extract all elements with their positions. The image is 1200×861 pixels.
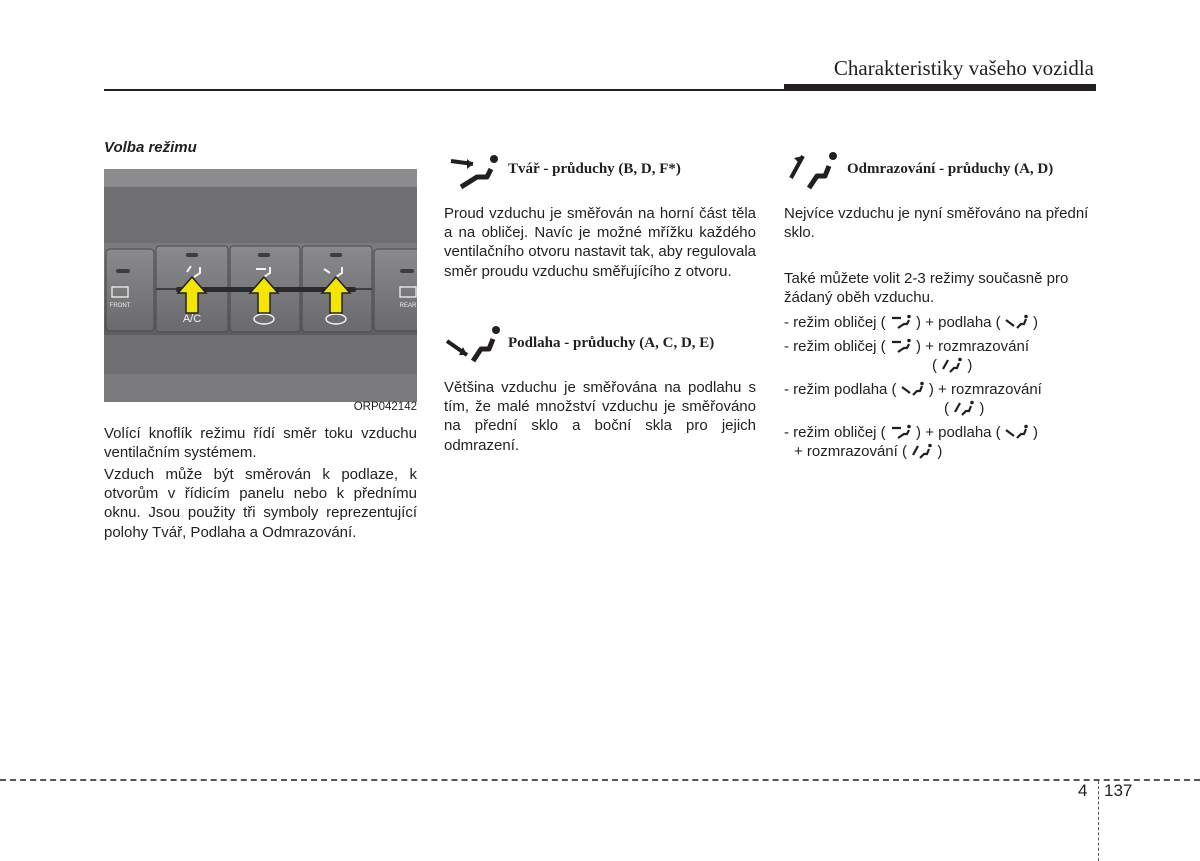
floor-text: Většina vzduchu je směřována na podlahu s tím, že malé množství vzduchu je směřováno na přední sklo a boční skla pro jejich odmrazení. bbox=[444, 379, 756, 454]
face-vent-icon bbox=[447, 153, 499, 191]
paragraph-intro: Volící knoflík režimu řídí směr toku vzduchu ventilačním systémem. bbox=[104, 425, 417, 462]
defrost-icon bbox=[941, 357, 963, 373]
figure-code: ORP042142 bbox=[353, 401, 417, 413]
front-button-label: FRONT bbox=[109, 303, 131, 309]
face-icon bbox=[890, 424, 912, 440]
section-heading: Volba režimu bbox=[104, 139, 197, 156]
combo-face-floor-defrost: - režim obličej ( ) + podlaha ( ) + rozmrazování ( ) bbox=[784, 424, 1039, 460]
paragraph-modes: Vzduch může být směrován k podlaze, k otvorům v řídicím panelu nebo k přednímu oknu. Jsou použity tři symboly reprezentující polohy Tvář, Podlaha a Odmrazování. bbox=[104, 466, 417, 541]
footer-vertical-divider bbox=[1098, 781, 1099, 861]
climate-panel-illustration bbox=[104, 169, 417, 402]
combo-floor-defrost: - režim podlaha ( ) + rozmrazování ( ) bbox=[784, 381, 1042, 417]
combo-intro: Také můžete volit 2-3 režimy současně pro žádaný oběh vzduchu. bbox=[784, 270, 1069, 307]
floor-heading: Podlaha - průduchy (A, C, D, E) bbox=[508, 335, 715, 351]
floor-icon bbox=[901, 381, 925, 397]
defrost-icon bbox=[911, 443, 933, 459]
page-number: 137 bbox=[1104, 781, 1133, 800]
front-defrost-button bbox=[106, 249, 154, 331]
combo-face-floor: - režim obličej ( ) + podlaha ( ) bbox=[784, 314, 1039, 331]
floor-icon bbox=[1005, 314, 1029, 330]
footer-divider bbox=[0, 779, 1200, 781]
defrost-icon bbox=[953, 400, 975, 416]
ac-button-label: A/C bbox=[182, 313, 202, 325]
rear-button-label: REAR bbox=[399, 303, 417, 309]
climate-panel-photo bbox=[104, 169, 417, 402]
rear-defrost-button bbox=[374, 249, 417, 331]
face-heading: Tvář - průduchy (B, D, F*) bbox=[508, 161, 681, 177]
running-header: Charakteristiky vašeho vozidla bbox=[833, 56, 1094, 80]
defrost-vent-icon bbox=[787, 148, 841, 190]
combo-list bbox=[784, 313, 1104, 466]
chapter-number: 4 bbox=[1078, 781, 1088, 800]
defrost-text: Nejvíce vzduchu je nyní směřováno na přední sklo. bbox=[784, 205, 1089, 242]
face-icon bbox=[890, 338, 912, 354]
face-text: Proud vzduchu je směřován na horní část těla a na obličej. Navíc je možné mřížku každého ventilačního otvoru nastavit tak, aby regulovala směr proudu vzduchu směřujícího z otvoru. bbox=[444, 205, 756, 280]
header-rule bbox=[104, 89, 784, 91]
combo-face-defrost: - režim obličej ( ) + rozmrazování ( ) bbox=[784, 338, 1029, 374]
defrost-heading: Odmrazování - průduchy (A, D) bbox=[847, 161, 1054, 177]
floor-vent-icon bbox=[445, 325, 501, 365]
face-icon bbox=[890, 314, 912, 330]
floor-icon bbox=[1005, 424, 1029, 440]
header-bar bbox=[784, 84, 1096, 91]
